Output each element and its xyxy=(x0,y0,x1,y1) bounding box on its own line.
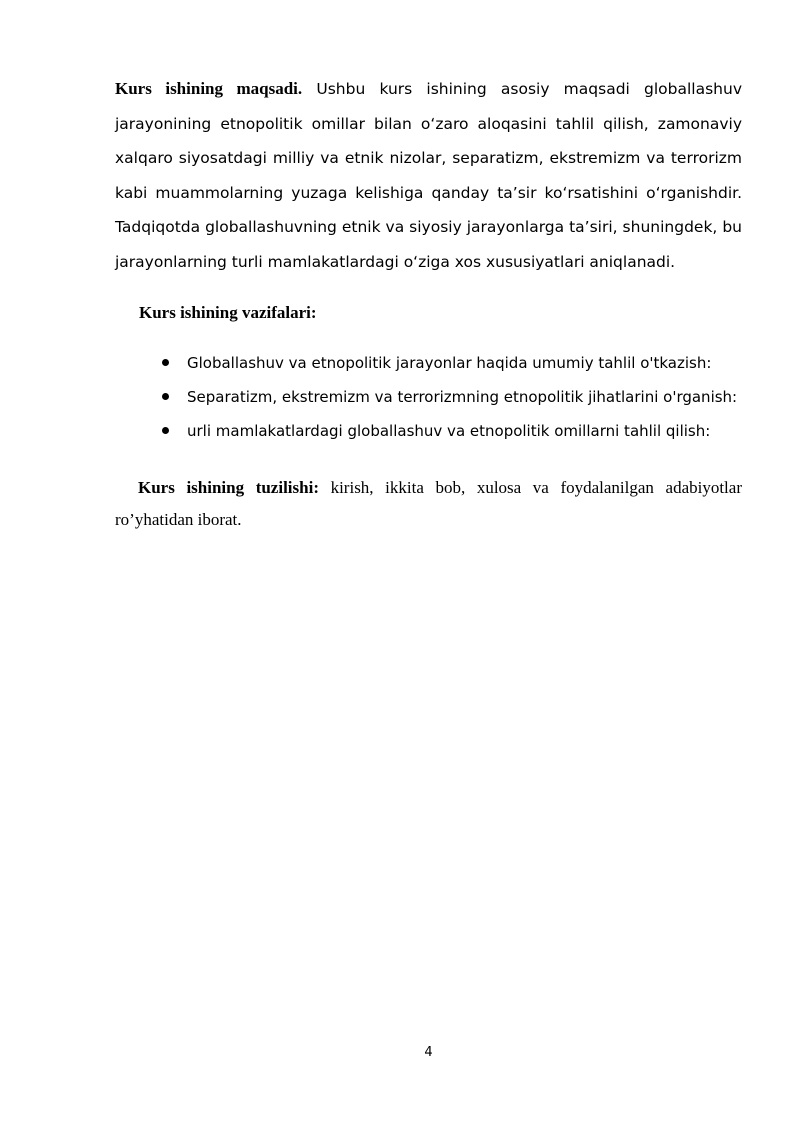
structure-heading: Kurs ishining tuzilishi: xyxy=(138,478,319,497)
task-item-text: Globallashuv va etnopolitik jarayonlar haqida umumiy tahlil o'tkazish: xyxy=(187,354,712,372)
structure-paragraph xyxy=(115,472,742,536)
goal-text: Ushbu kurs ishining asosiy maqsadi globallashuv jarayonining etnopolitik omillar bilan oʻzaro aloqasini tahlil qilish, zamonaviy xalqaro siyosatdagi milliy va etnik nizolar, separatizm, ekstremizm va terrorizm kabi muammolarning yuzaga kelishiga qanday taʼsir koʻrsatishini oʻrganishdir. Tadqiqotda globallashuvning etnik va siyosiy jarayonlarga taʼsiri, shuningdek, bu jarayonlarning turli mamlakatlardagi oʻziga xos xususiyatlari aniqlanadi. xyxy=(115,80,742,271)
bullet-icon xyxy=(162,427,169,434)
goal-heading: Kurs ishining maqsadi. xyxy=(115,79,303,98)
page-number: 4 xyxy=(424,1045,433,1060)
goal-paragraph xyxy=(115,72,742,280)
structure-text: kirish, ikkita bob, xulosa va foydalanilgan adabiyotlar ro’yhatidan iborat. xyxy=(115,478,742,529)
bullet-icon xyxy=(162,393,169,400)
task-list xyxy=(162,350,742,452)
bullet-icon xyxy=(162,359,169,366)
tasks-heading: Kurs ishining vazifalari: xyxy=(139,303,317,322)
task-item xyxy=(162,418,742,452)
task-item xyxy=(162,384,742,418)
task-item-text: Separatizm, ekstremizm va terrorizmning etnopolitik jihatlarini o'rganish: xyxy=(187,388,738,406)
task-item-text: urli mamlakatlardagi globallashuv va etnopolitik omillarni tahlil qilish: xyxy=(187,422,711,440)
task-item xyxy=(162,350,742,384)
